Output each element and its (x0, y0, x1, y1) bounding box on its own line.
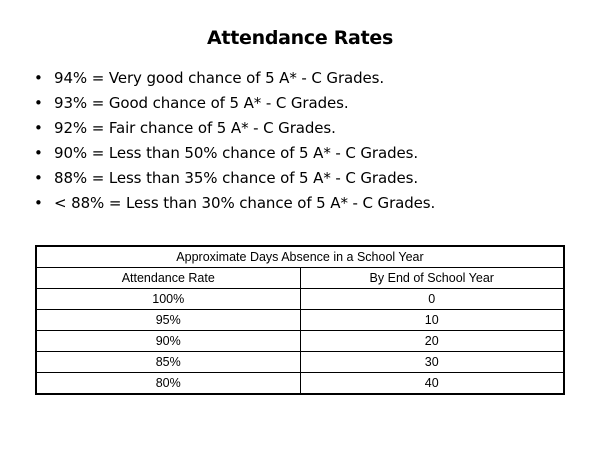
absence-table (35, 245, 565, 395)
cell-attendance-rate: 85% (36, 352, 300, 373)
cell-days-absent: 40 (300, 373, 564, 395)
bullet-item (34, 191, 435, 216)
bullet-item (34, 166, 435, 191)
cell-attendance-rate: 90% (36, 331, 300, 352)
bullet-item (34, 141, 435, 166)
bullet-text: 93% = Good chance of 5 A* - C Grades. (54, 94, 349, 112)
table-caption-row (36, 246, 564, 268)
table-row (36, 331, 564, 352)
bullet-text: 94% = Very good chance of 5 A* - C Grades. (54, 69, 385, 87)
bullet-text: 92% = Fair chance of 5 A* - C Grades. (54, 119, 336, 137)
bullet-list (34, 66, 435, 216)
bullet-dot: • (34, 194, 43, 212)
bullet-dot: • (34, 69, 43, 87)
bullet-item (34, 91, 435, 116)
cell-days-absent: 30 (300, 352, 564, 373)
table-row (36, 352, 564, 373)
cell-attendance-rate: 80% (36, 373, 300, 395)
bullet-dot: • (34, 144, 43, 162)
header-end-of-year: By End of School Year (300, 268, 564, 289)
table-row (36, 310, 564, 331)
cell-days-absent: 20 (300, 331, 564, 352)
bullet-text: 90% = Less than 50% chance of 5 A* - C Grades. (54, 144, 419, 162)
cell-days-absent: 0 (300, 289, 564, 310)
bullet-item (34, 66, 435, 91)
slide-title: Attendance Rates (207, 27, 393, 49)
header-attendance-rate: Attendance Rate (36, 268, 300, 289)
table-row (36, 373, 564, 395)
bullet-dot: • (34, 119, 43, 137)
cell-attendance-rate: 95% (36, 310, 300, 331)
bullet-text: < 88% = Less than 30% chance of 5 A* - C Grades. (54, 194, 436, 212)
cell-attendance-rate: 100% (36, 289, 300, 310)
bullet-dot: • (34, 94, 43, 112)
bullet-item (34, 116, 435, 141)
bullet-dot: • (34, 169, 43, 187)
table-caption: Approximate Days Absence in a School Year (36, 246, 564, 268)
bullet-text: 88% = Less than 35% chance of 5 A* - C Grades. (54, 169, 419, 187)
table-header-row (36, 268, 564, 289)
table-row (36, 289, 564, 310)
cell-days-absent: 10 (300, 310, 564, 331)
